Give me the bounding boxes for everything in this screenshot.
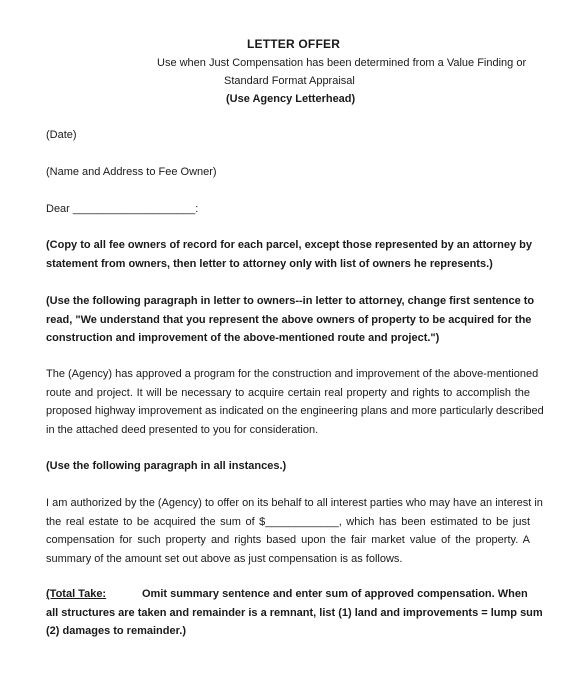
total-take-line1-text: Omit summary sentence and enter sum of approved compensation. When xyxy=(142,588,528,600)
paragraph-line: the real estate to be acquired the sum of $____________, which has been estimated to be just xyxy=(46,515,530,528)
usage-note-line1: Use when Just Compensation has been determined from a Value Finding or xyxy=(157,57,527,69)
copy-instruction-line: statement from owners, then letter to attorney only with list of owners he represents.) xyxy=(46,257,493,270)
usage-note-line2: Standard Format Appraisal xyxy=(224,75,355,87)
total-take-line2: all structures are taken and remainder is a remnant, list (1) land and improvements = lump sum xyxy=(46,606,543,619)
total-take-line3: (2) damages to remainder.) xyxy=(46,625,186,637)
paragraph-line: in the attached deed presented to you for consideration. xyxy=(46,423,319,436)
total-take-section xyxy=(46,585,543,641)
total-take-line1 xyxy=(46,585,530,604)
total-take-label: (Total Take: xyxy=(46,588,107,600)
paragraph-line: summary of the amount set out above as just compensation is as follows. xyxy=(46,552,403,565)
following-paragraph-instruction xyxy=(46,292,535,348)
copy-instruction xyxy=(46,236,530,273)
paragraph-line: compensation for such property and rights based upon the fair market value of the property. A xyxy=(46,534,530,546)
name-address-placeholder: (Name and Address to Fee Owner) xyxy=(46,166,217,178)
instruction-line: read, "We understand that you represent the above owners of property to be acquired for the xyxy=(46,313,532,326)
authorized-paragraph xyxy=(46,494,543,568)
date-placeholder: (Date) xyxy=(46,129,77,141)
paragraph-line: I am authorized by the (Agency) to offer on its behalf to all interest parties who may have an interest in xyxy=(46,497,543,509)
salutation: Dear ____________________: xyxy=(46,203,199,215)
letterhead-note: (Use Agency Letterhead) xyxy=(226,93,356,105)
copy-instruction-line: (Copy to all fee owners of record for each parcel, except those represented by an attorney by xyxy=(46,239,532,251)
letter-title: LETTER OFFER xyxy=(247,37,341,51)
all-instances-instruction: (Use the following paragraph in all instances.) xyxy=(46,460,287,472)
instruction-line: construction and improvement of the above-mentioned route and project.") xyxy=(46,332,440,344)
paragraph-line: The (Agency) has approved a program for the construction and improvement of the above-mentioned xyxy=(46,368,539,380)
paragraph-line: route and project. It will be necessary to acquire certain real property and rights to accomplish the xyxy=(46,386,530,399)
agency-paragraph xyxy=(46,365,544,439)
paragraph-line: proposed highway improvement as indicated on the engineering plans and more particularly described xyxy=(46,405,544,417)
instruction-line: (Use the following paragraph in letter to owners--in letter to attorney, change first sentence to xyxy=(46,295,535,307)
